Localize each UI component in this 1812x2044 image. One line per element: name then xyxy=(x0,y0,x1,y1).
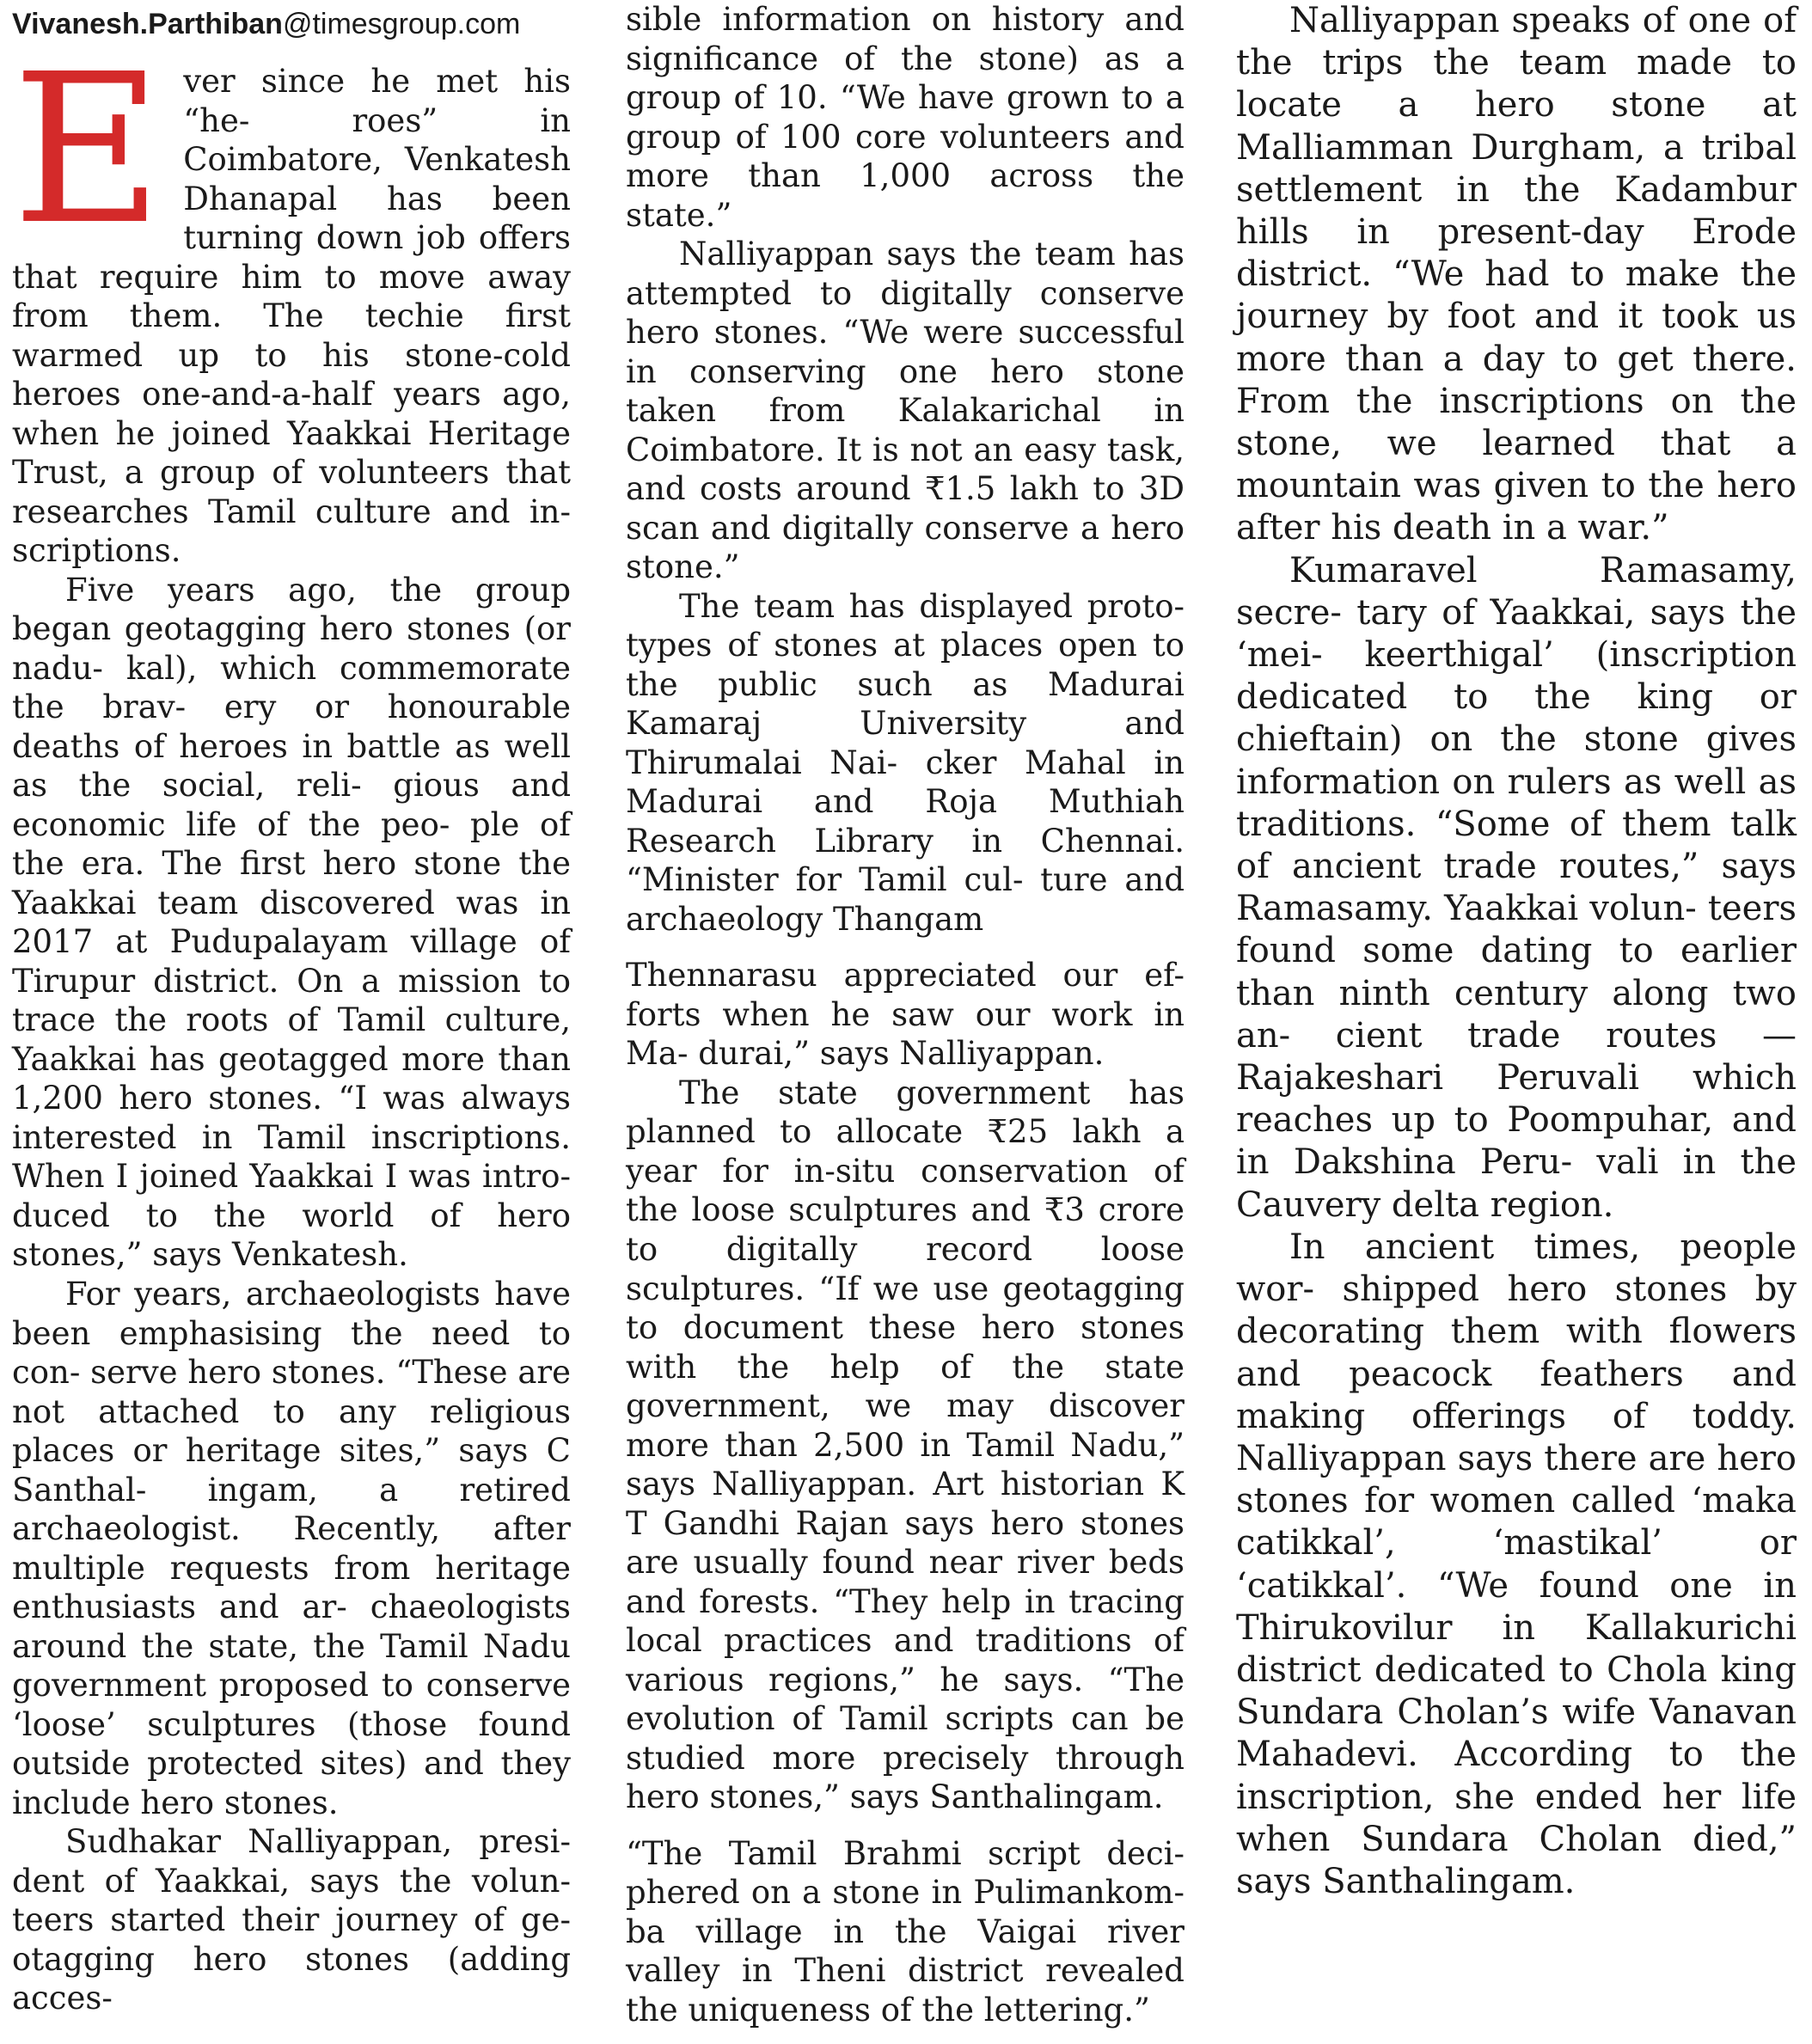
paragraph-text: ver since he met his “he- roes” in Coimbatore, Venkatesh Dhanapal has been turning down job offers that require him to move away from them. The techie first warmed up to his stone-cold heroes one-and-a-half years ago, when he joined Yaakkai Heritage Trust, a group of volunteers that researches Tamil culture and in- scriptions. xyxy=(12,63,571,570)
byline-author: Vivanesh.Parthiban xyxy=(12,8,283,40)
byline-email-domain: @timesgroup.com xyxy=(282,8,521,40)
paragraph: Thennarasu appreciated our ef- forts when he saw our work in Ma- durai,” says Nalliyappan. xyxy=(626,957,1185,1073)
paragraph: Five years ago, the group began geotagging hero stones (or nadu- kal), which commemorate the brav- ery or honourable deaths of heroes in battle as well as the social, reli- gious and economic life of the peo- ple of the era. The first hero stone the Yaakkai team discovered was in 2017 at Pudupalayam village of Tirupur district. On a mission to trace the roots of Tamil culture, Yaakkai has geotagged more than 1,200 hero stones. “I was always interested in Tamil inscriptions. When I joined Yaakkai I was intro- duced to the world of hero stones,” says Venkatesh. xyxy=(12,571,571,1274)
paragraph: Kumaravel Ramasamy, secre- tary of Yaakkai, says the ‘mei- keerthigal’ (inscription dedicated to the king or chieftain) on the stone gives information on rulers as well as traditions. “Some of them talk of ancient trade routes,” says Ramasamy. Yaakkai volun- teers found some dating to earlier than ninth century along two an- cient trade routes — Rajakeshari Peruvali which reaches up to Poompuhar, and in Dakshina Peru- vali in the Cauvery delta region. xyxy=(1236,550,1797,1225)
byline xyxy=(12,7,571,41)
paragraph: sible information on history and significance of the stone) as a group of 10. “We have grown to a group of 100 core volunteers and more than 1,000 across the state.” xyxy=(626,1,1185,234)
drop-cap: E xyxy=(12,29,163,270)
paragraph: The team has displayed proto- types of stones at places open to the public such as Madurai Kamaraj University and Thirumalai Nai- cker Mahal in Madurai and Roja Muthiah Research Library in Chennai. “Minister for Tamil cul- ture and archaeology Thangam xyxy=(626,587,1185,938)
paragraph: Nalliyappan speaks of one of the trips the team made to locate a hero stone at Malliamman Durgham, a tribal settlement in the Kadambur hills in present-day Erode district. “We had to make the journey by foot and it took us more than a day to get there. From the inscriptions on the stone, we learned that a mountain was given to the hero after his death in a war.” xyxy=(1236,1,1797,548)
paragraph: The state government has planned to allocate ₹25 lakh a year for in-situ conservation of the loose sculptures and ₹3 crore to digitally record loose sculptures. “If we use geotagging to document these hero stones with the help of the state government, we may discover more than 2,500 in Tamil Nadu,” says Nalliyappan. Art historian K T Gandhi Rajan says hero stones are usually found near river beds and forests. “They help in tracing local practices and traditions of various regions,” he says. “The evolution of Tamil scripts can be studied more precisely through hero stones,” says Santhalingam. xyxy=(626,1074,1185,1816)
paragraph: “The Tamil Brahmi script deci- phered on a stone in Pulimankom- ba village in the Vaigai river valley in Theni district revealed the uniqueness of the lettering.” xyxy=(626,1834,1185,2029)
paragraph: Nalliyappan says the team has attempted to digitally conserve hero stones. “We were successful in conserving one hero stone taken from Kalakarichal in Coimbatore. It is not an easy task, and costs around ₹1.5 lakh to 3D scan and digitally conserve a hero stone.” xyxy=(626,236,1185,586)
article-column-1 xyxy=(12,0,571,2018)
article-column-3 xyxy=(1236,0,1797,1903)
paragraph xyxy=(12,29,571,571)
paragraph: For years, archaeologists have been emphasising the need to con- serve hero stones. “These are not attached to any religious places or heritage sites,” says C Santhal- ingam, a retired archaeologist. Recently, after multiple requests from heritage enthusiasts and ar- chaeologists around the state, the Tamil Nadu government proposed to conserve ‘loose’ sculptures (those found outside protected sites) and they include hero stones. xyxy=(12,1275,571,1821)
paragraph: Sudhakar Nalliyappan, presi- dent of Yaakkai, says the volun- teers started their journey of ge- otagging hero stones (adding acces- xyxy=(12,1823,571,2017)
paragraph: In ancient times, people wor- shipped hero stones by decorating them with flowers and peacock feathers and making offerings of toddy. Nalliyappan says there are hero stones for women called ‘maka catikkal’, ‘mastikal’ or ‘catikkal’. “We found one in Thirukovilur in Kallakurichi district dedicated to Chola king Sundara Cholan’s wife Vanavan Mahadevi. According to the inscription, she ended her life when Sundara Cholan died,” says Santhalingam. xyxy=(1236,1227,1797,1901)
article-column-2 xyxy=(626,0,1185,2029)
